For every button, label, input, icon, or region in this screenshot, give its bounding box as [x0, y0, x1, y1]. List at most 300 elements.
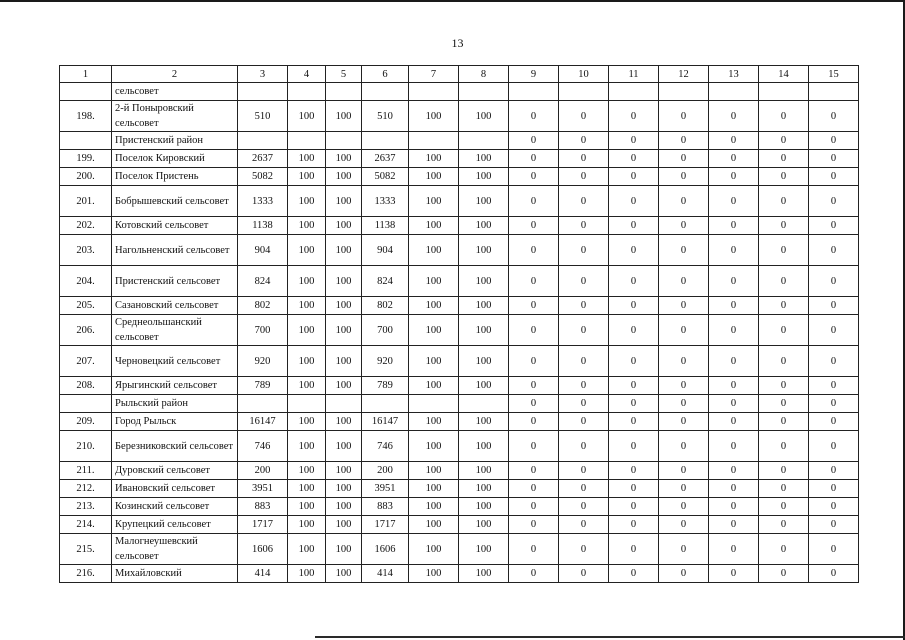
- value-cell: 0: [759, 168, 809, 186]
- value-cell: 100: [459, 101, 509, 132]
- value-cell: 100: [288, 168, 326, 186]
- value-cell: 0: [509, 377, 559, 395]
- value-cell: 1333: [238, 186, 288, 217]
- name-cell: Поселок Кировский: [112, 150, 238, 168]
- value-cell: 100: [288, 101, 326, 132]
- value-cell: 0: [709, 315, 759, 346]
- value-cell: 700: [238, 315, 288, 346]
- table-row: [60, 498, 859, 516]
- table-row: [60, 132, 859, 150]
- value-cell: 0: [509, 186, 559, 217]
- value-cell: 0: [559, 217, 609, 235]
- value-cell: 0: [659, 462, 709, 480]
- value-cell: 100: [459, 235, 509, 266]
- value-cell: 0: [759, 413, 809, 431]
- name-cell: Пристенский сельсовет: [112, 266, 238, 297]
- value-cell: [409, 395, 459, 413]
- row-number-cell: 200.: [60, 168, 112, 186]
- value-cell: 0: [509, 565, 559, 583]
- value-cell: 100: [459, 315, 509, 346]
- value-cell: 100: [288, 462, 326, 480]
- value-cell: 0: [509, 217, 559, 235]
- value-cell: 904: [362, 235, 409, 266]
- value-cell: 0: [509, 395, 559, 413]
- value-cell: 100: [288, 516, 326, 534]
- row-number-cell: 212.: [60, 480, 112, 498]
- value-cell: 0: [809, 462, 859, 480]
- value-cell: 0: [609, 534, 659, 565]
- value-cell: 883: [238, 498, 288, 516]
- column-header: 6: [362, 66, 409, 83]
- value-cell: 0: [809, 413, 859, 431]
- value-cell: 0: [609, 235, 659, 266]
- value-cell: 824: [238, 266, 288, 297]
- value-cell: 0: [809, 395, 859, 413]
- value-cell: 0: [759, 186, 809, 217]
- value-cell: 0: [759, 534, 809, 565]
- column-header: 8: [459, 66, 509, 83]
- value-cell: 0: [659, 132, 709, 150]
- value-cell: 0: [809, 431, 859, 462]
- value-cell: [288, 395, 326, 413]
- value-cell: 0: [559, 315, 609, 346]
- value-cell: 0: [609, 516, 659, 534]
- value-cell: 0: [659, 377, 709, 395]
- value-cell: 0: [509, 413, 559, 431]
- value-cell: 100: [288, 534, 326, 565]
- value-cell: 0: [559, 346, 609, 377]
- column-header: 4: [288, 66, 326, 83]
- row-number-cell: 210.: [60, 431, 112, 462]
- value-cell: 100: [326, 413, 362, 431]
- table-row: [60, 83, 859, 101]
- value-cell: 100: [288, 377, 326, 395]
- value-cell: 0: [559, 413, 609, 431]
- value-cell: 414: [362, 565, 409, 583]
- value-cell: [559, 83, 609, 101]
- row-number-cell: 209.: [60, 413, 112, 431]
- value-cell: 0: [759, 395, 809, 413]
- column-header: 5: [326, 66, 362, 83]
- value-cell: 100: [459, 480, 509, 498]
- value-cell: 0: [609, 132, 659, 150]
- value-cell: 100: [409, 186, 459, 217]
- scan-border-top: [0, 0, 905, 2]
- value-cell: 100: [459, 565, 509, 583]
- value-cell: 0: [659, 534, 709, 565]
- value-cell: 100: [326, 534, 362, 565]
- value-cell: 100: [326, 168, 362, 186]
- value-cell: 0: [759, 297, 809, 315]
- value-cell: 100: [409, 498, 459, 516]
- value-cell: 0: [759, 101, 809, 132]
- value-cell: 100: [409, 516, 459, 534]
- value-cell: 0: [709, 534, 759, 565]
- value-cell: [459, 83, 509, 101]
- value-cell: 0: [609, 346, 659, 377]
- value-cell: 0: [559, 565, 609, 583]
- row-number-cell: 215.: [60, 534, 112, 565]
- row-number-cell: 205.: [60, 297, 112, 315]
- row-number-cell: 201.: [60, 186, 112, 217]
- value-cell: 200: [238, 462, 288, 480]
- value-cell: 0: [509, 462, 559, 480]
- value-cell: 0: [609, 217, 659, 235]
- value-cell: 100: [288, 498, 326, 516]
- value-cell: 0: [809, 315, 859, 346]
- row-number-cell: 213.: [60, 498, 112, 516]
- value-cell: 0: [709, 168, 759, 186]
- name-cell: Козинский сельсовет: [112, 498, 238, 516]
- value-cell: 0: [609, 480, 659, 498]
- value-cell: 100: [409, 377, 459, 395]
- value-cell: 100: [288, 480, 326, 498]
- value-cell: 100: [459, 150, 509, 168]
- value-cell: [288, 132, 326, 150]
- value-cell: 0: [809, 101, 859, 132]
- table-row: [60, 431, 859, 462]
- value-cell: 0: [659, 266, 709, 297]
- value-cell: [459, 395, 509, 413]
- value-cell: [409, 132, 459, 150]
- column-header: 1: [60, 66, 112, 83]
- row-number-cell: 203.: [60, 235, 112, 266]
- value-cell: 746: [362, 431, 409, 462]
- value-cell: 0: [809, 346, 859, 377]
- column-header: 14: [759, 66, 809, 83]
- value-cell: 100: [459, 413, 509, 431]
- value-cell: 0: [759, 266, 809, 297]
- value-cell: 0: [659, 235, 709, 266]
- value-cell: 510: [238, 101, 288, 132]
- value-cell: 0: [509, 101, 559, 132]
- value-cell: 0: [659, 101, 709, 132]
- value-cell: 0: [759, 462, 809, 480]
- value-cell: 0: [659, 516, 709, 534]
- value-cell: 0: [809, 297, 859, 315]
- name-cell: Черновецкий сельсовет: [112, 346, 238, 377]
- value-cell: 0: [559, 150, 609, 168]
- column-header: 11: [609, 66, 659, 83]
- value-cell: 0: [509, 315, 559, 346]
- value-cell: 0: [509, 150, 559, 168]
- value-cell: 100: [326, 315, 362, 346]
- value-cell: 2637: [238, 150, 288, 168]
- value-cell: 100: [409, 431, 459, 462]
- value-cell: 100: [326, 186, 362, 217]
- name-cell: Поселок Пристень: [112, 168, 238, 186]
- value-cell: 0: [709, 297, 759, 315]
- value-cell: 0: [609, 315, 659, 346]
- value-cell: [759, 83, 809, 101]
- value-cell: 0: [609, 297, 659, 315]
- value-cell: [238, 395, 288, 413]
- value-cell: 0: [709, 132, 759, 150]
- name-cell: Бобрышевский сельсовет: [112, 186, 238, 217]
- value-cell: 100: [459, 534, 509, 565]
- name-cell: Ярыгинский сельсовет: [112, 377, 238, 395]
- value-cell: 0: [759, 315, 809, 346]
- row-number-cell: 207.: [60, 346, 112, 377]
- name-cell: Березниковский сельсовет: [112, 431, 238, 462]
- value-cell: 100: [409, 480, 459, 498]
- value-cell: 0: [759, 480, 809, 498]
- value-cell: 0: [659, 395, 709, 413]
- value-cell: 100: [288, 297, 326, 315]
- value-cell: 5082: [238, 168, 288, 186]
- value-cell: 0: [709, 186, 759, 217]
- column-header: 7: [409, 66, 459, 83]
- value-cell: 100: [326, 377, 362, 395]
- value-cell: 0: [709, 101, 759, 132]
- value-cell: 700: [362, 315, 409, 346]
- value-cell: 0: [659, 480, 709, 498]
- value-cell: [362, 83, 409, 101]
- value-cell: [326, 83, 362, 101]
- table-row: [60, 377, 859, 395]
- value-cell: 100: [409, 168, 459, 186]
- value-cell: 0: [809, 186, 859, 217]
- value-cell: 0: [709, 431, 759, 462]
- value-cell: 0: [809, 534, 859, 565]
- value-cell: 1138: [238, 217, 288, 235]
- value-cell: 0: [509, 516, 559, 534]
- value-cell: 0: [509, 534, 559, 565]
- value-cell: 510: [362, 101, 409, 132]
- value-cell: 100: [288, 413, 326, 431]
- value-cell: 100: [288, 565, 326, 583]
- value-cell: [326, 395, 362, 413]
- value-cell: 414: [238, 565, 288, 583]
- value-cell: 100: [409, 565, 459, 583]
- value-cell: 0: [609, 498, 659, 516]
- value-cell: 0: [709, 565, 759, 583]
- value-cell: 100: [326, 346, 362, 377]
- value-cell: 0: [709, 480, 759, 498]
- value-cell: 0: [559, 132, 609, 150]
- column-header: 15: [809, 66, 859, 83]
- value-cell: 0: [609, 431, 659, 462]
- scan-border-bottom: [315, 636, 905, 638]
- name-cell: Среднеольшанский сельсовет: [112, 315, 238, 346]
- value-cell: 0: [559, 186, 609, 217]
- table-row: [60, 480, 859, 498]
- value-cell: 789: [238, 377, 288, 395]
- value-cell: 100: [288, 315, 326, 346]
- value-cell: 0: [759, 132, 809, 150]
- value-cell: 0: [559, 462, 609, 480]
- value-cell: 0: [759, 150, 809, 168]
- table-row: [60, 266, 859, 297]
- row-number-cell: 211.: [60, 462, 112, 480]
- value-cell: 0: [509, 132, 559, 150]
- table-row: [60, 565, 859, 583]
- value-cell: 2637: [362, 150, 409, 168]
- value-cell: 0: [509, 235, 559, 266]
- value-cell: 0: [709, 266, 759, 297]
- value-cell: 0: [809, 132, 859, 150]
- value-cell: 0: [609, 395, 659, 413]
- data-table: [59, 65, 859, 583]
- value-cell: 100: [288, 235, 326, 266]
- value-cell: 802: [238, 297, 288, 315]
- value-cell: 100: [326, 235, 362, 266]
- value-cell: 0: [759, 346, 809, 377]
- table-row: [60, 413, 859, 431]
- value-cell: 100: [459, 377, 509, 395]
- value-cell: 0: [759, 431, 809, 462]
- column-header: 2: [112, 66, 238, 83]
- value-cell: 0: [559, 377, 609, 395]
- value-cell: 0: [559, 235, 609, 266]
- row-number-cell: 206.: [60, 315, 112, 346]
- value-cell: 1606: [238, 534, 288, 565]
- value-cell: 0: [559, 168, 609, 186]
- value-cell: 920: [238, 346, 288, 377]
- value-cell: [609, 83, 659, 101]
- value-cell: 0: [809, 498, 859, 516]
- value-cell: 0: [809, 266, 859, 297]
- value-cell: 0: [659, 346, 709, 377]
- table-row: [60, 101, 859, 132]
- table-row: [60, 150, 859, 168]
- value-cell: 802: [362, 297, 409, 315]
- row-number-cell: [60, 132, 112, 150]
- value-cell: 3951: [238, 480, 288, 498]
- value-cell: 0: [709, 150, 759, 168]
- value-cell: 0: [609, 266, 659, 297]
- table-row: [60, 534, 859, 565]
- value-cell: 0: [659, 168, 709, 186]
- value-cell: 100: [326, 101, 362, 132]
- value-cell: 824: [362, 266, 409, 297]
- value-cell: 1717: [362, 516, 409, 534]
- value-cell: 0: [609, 462, 659, 480]
- value-cell: 100: [409, 315, 459, 346]
- table-body: [60, 83, 859, 583]
- name-cell: Нагольненский сельсовет: [112, 235, 238, 266]
- value-cell: 0: [759, 217, 809, 235]
- value-cell: 0: [509, 266, 559, 297]
- column-header: 13: [709, 66, 759, 83]
- value-cell: 100: [326, 498, 362, 516]
- value-cell: 0: [809, 565, 859, 583]
- row-number-cell: [60, 83, 112, 101]
- value-cell: 0: [559, 101, 609, 132]
- value-cell: 100: [409, 462, 459, 480]
- row-number-cell: [60, 395, 112, 413]
- value-cell: 0: [509, 431, 559, 462]
- value-cell: 0: [659, 150, 709, 168]
- name-cell: Рыльский район: [112, 395, 238, 413]
- value-cell: 100: [459, 431, 509, 462]
- column-header: 10: [559, 66, 609, 83]
- value-cell: 0: [809, 217, 859, 235]
- name-cell: сельсовет: [112, 83, 238, 101]
- value-cell: 100: [409, 413, 459, 431]
- value-cell: 200: [362, 462, 409, 480]
- value-cell: 100: [288, 346, 326, 377]
- value-cell: 5082: [362, 168, 409, 186]
- value-cell: 100: [288, 186, 326, 217]
- value-cell: 0: [559, 431, 609, 462]
- value-cell: 0: [709, 346, 759, 377]
- value-cell: 0: [609, 377, 659, 395]
- value-cell: 100: [326, 516, 362, 534]
- value-cell: [238, 132, 288, 150]
- value-cell: [238, 83, 288, 101]
- value-cell: 0: [759, 516, 809, 534]
- value-cell: 0: [509, 346, 559, 377]
- value-cell: 0: [809, 516, 859, 534]
- name-cell: Город Рыльск: [112, 413, 238, 431]
- value-cell: 0: [709, 377, 759, 395]
- value-cell: 1138: [362, 217, 409, 235]
- value-cell: 16147: [362, 413, 409, 431]
- value-cell: 100: [288, 217, 326, 235]
- value-cell: 0: [809, 168, 859, 186]
- value-cell: 0: [809, 150, 859, 168]
- table-row: [60, 297, 859, 315]
- value-cell: 0: [609, 565, 659, 583]
- value-cell: 1717: [238, 516, 288, 534]
- value-cell: 0: [559, 498, 609, 516]
- table-row: [60, 516, 859, 534]
- value-cell: 100: [459, 266, 509, 297]
- row-number-cell: 198.: [60, 101, 112, 132]
- value-cell: 3951: [362, 480, 409, 498]
- value-cell: 100: [459, 498, 509, 516]
- value-cell: 0: [659, 186, 709, 217]
- value-cell: 100: [326, 217, 362, 235]
- value-cell: 0: [609, 168, 659, 186]
- value-cell: 904: [238, 235, 288, 266]
- name-cell: Котовский сельсовет: [112, 217, 238, 235]
- value-cell: 0: [659, 315, 709, 346]
- value-cell: 0: [609, 413, 659, 431]
- value-cell: 100: [409, 217, 459, 235]
- value-cell: 100: [326, 431, 362, 462]
- table-row: [60, 168, 859, 186]
- value-cell: 0: [559, 395, 609, 413]
- value-cell: 0: [709, 217, 759, 235]
- value-cell: 16147: [238, 413, 288, 431]
- table-row: [60, 346, 859, 377]
- value-cell: 100: [459, 168, 509, 186]
- value-cell: 0: [609, 186, 659, 217]
- value-cell: 100: [288, 150, 326, 168]
- value-cell: 1333: [362, 186, 409, 217]
- row-number-cell: 204.: [60, 266, 112, 297]
- value-cell: 0: [509, 168, 559, 186]
- table-row: [60, 217, 859, 235]
- row-number-cell: 214.: [60, 516, 112, 534]
- value-cell: 0: [709, 498, 759, 516]
- value-cell: 100: [409, 346, 459, 377]
- value-cell: 100: [288, 431, 326, 462]
- value-cell: 0: [559, 266, 609, 297]
- value-cell: 0: [559, 516, 609, 534]
- value-cell: 100: [288, 266, 326, 297]
- value-cell: [409, 83, 459, 101]
- value-cell: 746: [238, 431, 288, 462]
- value-cell: [509, 83, 559, 101]
- value-cell: 0: [809, 235, 859, 266]
- table-row: [60, 235, 859, 266]
- value-cell: 0: [609, 150, 659, 168]
- value-cell: 0: [659, 565, 709, 583]
- value-cell: 100: [326, 266, 362, 297]
